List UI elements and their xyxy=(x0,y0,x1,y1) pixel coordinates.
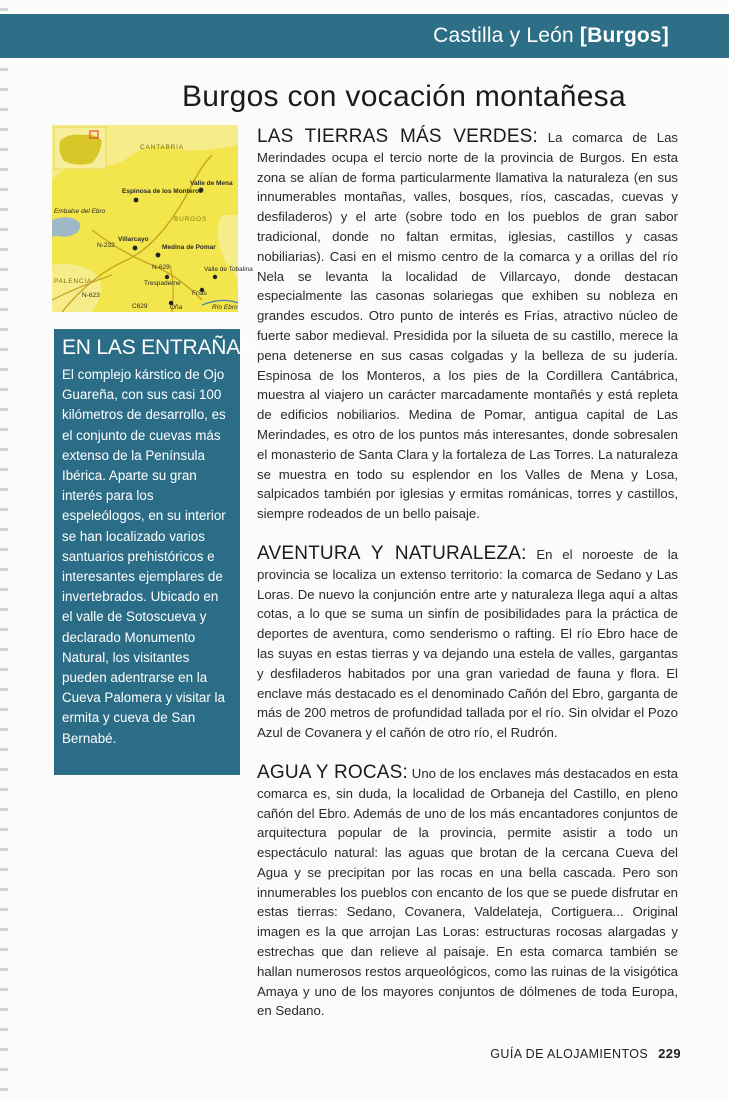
page-footer xyxy=(490,1046,681,1061)
sidebar-box xyxy=(54,329,254,775)
section-heading: AVENTURA Y NATURALEZA: xyxy=(257,542,527,564)
sidebar-body: El complejo kárstico de Ojo Guareña, con sus casi 100 kilómetros de desarrollo, es el conjunto de cuevas más extenso de la Península Ibérica. Aparte su gran interés para los espeleólogos, en su interior se han localizado varios santuarios prehistóricos e interesantes ejemplares de invertebrados. Ubicado en el valle de Sotoscueva y declarado Monumento Natural, los visitantes pueden adentrarse en la Cueva Palomera y visitar la ermita y cueva de San Bernabé. xyxy=(62,367,226,746)
map-label-trespaderne: Trespaderne xyxy=(144,280,181,287)
main-article xyxy=(257,127,678,1041)
section-heading: AGUA Y ROCAS: xyxy=(257,761,409,783)
section-aventura xyxy=(257,544,678,743)
map-label-n623: N-623 xyxy=(82,292,100,299)
section-text: Uno de los enclaves más destacados en esta comarca es, sin duda, la localidad de Orbaneja del Castillo, en pleno cañón del Ebro. Además de uno de los más encantadores conjuntos de arquitectura popular de la provincia, permite asistir a todo un espectáculo natural: las aguas que brotan de la cercana Cueva del Agua y se precipitan por las rocas en una bella cascada. Pero son innumerables los pueblos con encanto de los que se puede disfrutar en estas tierras: Sedano, Covanera, Valdelateja, Cortiguera... Original imagen es la que arrojan Las Loras: estructuras rocosas alargadas y estrechas que dan relieve al paisaje. En esta comarca también se hallan numerosos restos arqueológicos, como las ruinas de la visigótica Amaya y uno de los mayores conjuntos de dólmenes de toda Europa, en Sedano. xyxy=(257,765,678,1019)
section-tierras-verdes xyxy=(257,127,678,524)
section-agua-rocas xyxy=(257,763,678,1021)
sidebar-title: EN LAS ENTRAÑAS xyxy=(62,336,254,359)
region-name: Castilla y León xyxy=(433,24,574,47)
map-label-palencia: PALENCIA xyxy=(54,278,93,285)
map-label-ona: Oña xyxy=(170,304,183,311)
section-heading: LAS TIERRAS MÁS VERDES: xyxy=(257,126,539,147)
map-graphic xyxy=(52,125,253,312)
map-label-villarcayo: Villarcayo xyxy=(118,236,149,243)
section-text: En el noroeste de la provincia se localiza un extenso territorio: la comarca de Sedano y Las Loras. De nuevo la conjunción entre arte y naturaleza llega aquí a altas cotas, a lo que se suma un sinfín de posibilidades para la práctica de deportes de aventura, como senderismo o rafting. El río Ebro hace de las suyas en estas tierras y va dejando una estela de valles, gargantas y desfiladeros habitados por una gran variedad de fauna y flora. El enclave más destacado es el denominado Cañón del Ebro, garganta de más de 200 metros de profundidad tallada por el río. Sin olvidar el Pozo Azul de Covanera y el cañón de otro río, el Rudrón. xyxy=(257,546,679,741)
page-title: Burgos con vocación montañesa xyxy=(182,80,626,113)
map-label-c629: C629 xyxy=(132,303,148,310)
map-label-valle-tobalina: Valle de Tobalina xyxy=(204,266,253,273)
map-label-espinosa-text: Espinosa de los Monteros xyxy=(122,188,203,195)
map-label-espinosa xyxy=(122,188,203,195)
map-label-valle-mena: Valle de Mena xyxy=(190,180,233,187)
guide-name: GUÍA DE ALOJAMIENTOS xyxy=(490,1047,649,1061)
map-label-cantabria: CANTABRIA xyxy=(140,144,184,151)
map-label-burgos: BURGOS xyxy=(174,216,207,223)
map-label-rio-ebro: Río Ebro xyxy=(212,304,238,311)
map-label-medina: Medina de Pomar xyxy=(162,244,216,251)
map-label-embalse: Embalse del Ebro xyxy=(54,208,106,215)
map-label-frias: Frías xyxy=(192,290,207,297)
province-name: [Burgos] xyxy=(579,24,669,47)
map-label-n629: N-629 xyxy=(152,264,170,271)
map-label-n232: N-232 xyxy=(97,242,115,249)
region-map xyxy=(52,125,253,312)
section-text: La comarca de Las Merindades ocupa el tercio norte de la provincia de Burgos. En esta zona se alían de forma particularmente llamativa la naturaleza (en sus innumerables montañas, valles, bosques, ríos, cascadas, cuevas y desfiladeros) y el arte (sobre todo en los pueblos de gran sabor tradicional, donde no faltan ermitas, iglesias, castillos y casas nobiliarias). Casi en el mismo centro de la comarca y a orillas del río Nela se levanta la localidad de Villarcayo, donde destacan especialmente las casonas solariegas que exhiben su nobleza en grandes escudos. Otro punto de interés es Frías, atractivo núcleo de fuerte sabor medieval. Presidida por la silueta de su castillo, merece la pena detenerse en sus casas colgadas y la belleza de su judería. Espinosa de los Monteros, a los pies de la Cordillera Cantábrica, muestra al viajero un carácter marcadamente montañés y está repleta de edificios nobiliarios. Medina de Pomar, antigua capital de Las Merindades, es otro de los puntos más interesantes, donde sobresalen el monasterio de Santa Clara y la fortaleza de Las Torres. La naturaleza se muestra en todo su esplendor en los Valles de Mena y Losa, salpicados también por iglesias y ermitas románicas, torres y castillos, siempre rodeados de un bello paisaje. xyxy=(257,130,679,522)
spiral-binding xyxy=(0,0,8,1100)
page-number: 229 xyxy=(658,1046,681,1061)
header-region xyxy=(433,24,669,48)
